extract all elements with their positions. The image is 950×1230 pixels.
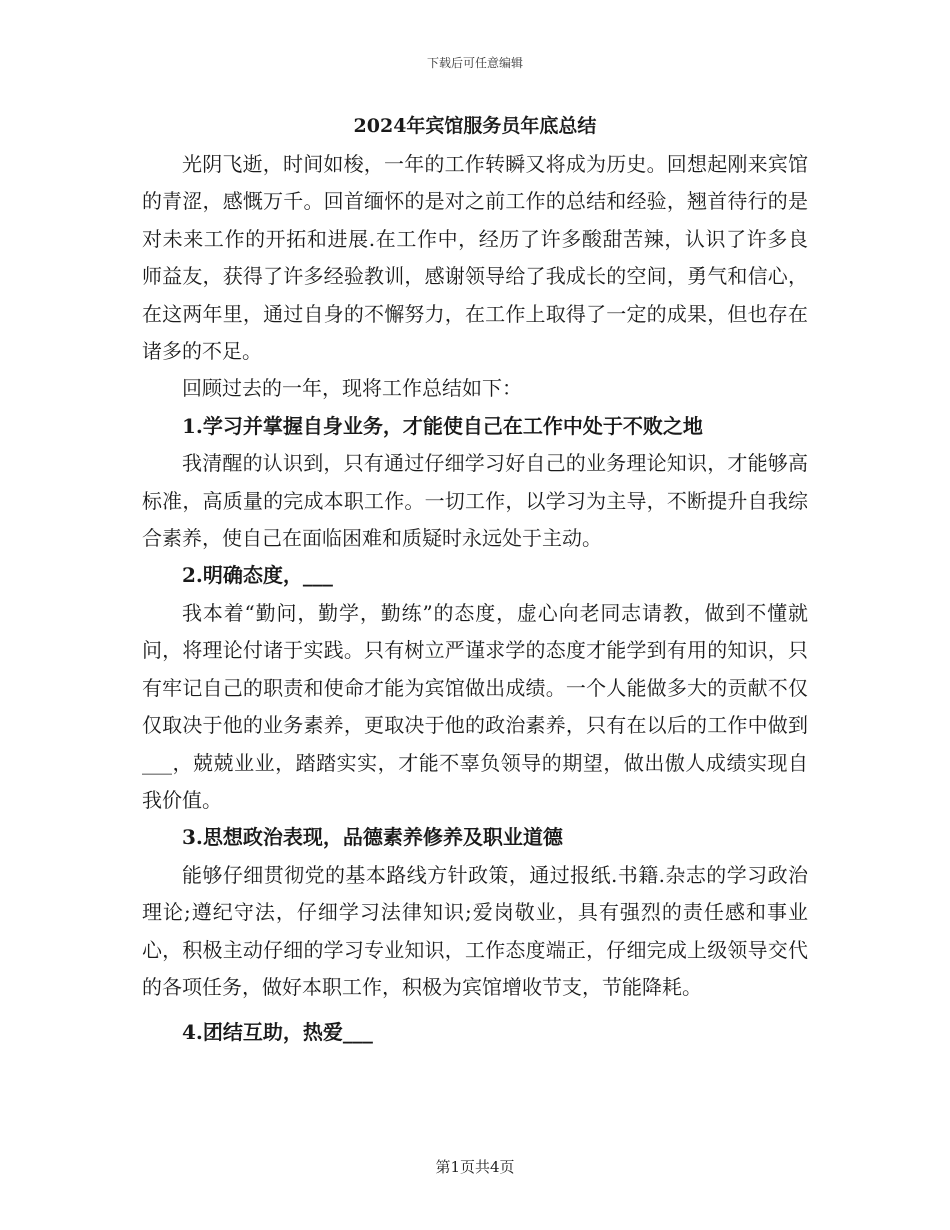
document-title: 2024年宾馆服务员年底总结 [353,115,597,137]
section-body-3: 能够仔细贯彻党的基本路线方针政策，通过报纸.书籍.杂志的学习政治理论;遵纪守法，仔细学习法律知识;爱岗敬业，具有强烈的责任感和事业心，积极主动仔细的学习专业知识，工作态度端正，仔细完成上级领导交代的各项任务，做好本职工作，积极为宾馆增收节支，节能降耗。 [142,862,808,999]
section-heading-3: 3.思想政治表现，品德素养修养及职业道德 [182,825,563,850]
document-body [142,106,808,1052]
header-note: 下载后可任意编辑 [426,56,523,70]
intro-summary-line: 回顾过去的一年，现将工作总结如下： [182,376,522,401]
page-number: 第1页共4页 [435,1158,515,1176]
intro-paragraph: 光阴飞逝，时间如梭，一年的工作转瞬又将成为历史。回想起刚来宾馆的青涩，感慨万千。回首缅怀的是对之前工作的总结和经验，翘首待行的是对未来工作的开拓和进展.在工作中，经历了许多酸甜苦辣，认识了许多良师益友，获得了许多经验教训，感谢领导给了我成长的空间，勇气和信心，在这两年里，通过自身的不懈努力，在工作上取得了一定的成果，但也存在诸多的不足。 [142,152,808,364]
section-heading-1: 1.学习并掌握自身业务，才能使自己在工作中处于不败之地 [182,413,703,438]
section-body-1: 我清醒的认识到，只有通过仔细学习好自己的业务理论知识，才能够高标准，高质量的完成本职工作。一切工作，以学习为主导，不断提升自我综合素养，使自己在面临困难和质疑时永远处于主动。 [142,451,808,551]
section-heading-2: 2.明确态度，___ [182,563,333,588]
section-heading-4: 4.团结互助，热爱___ [182,1020,373,1045]
section-body-2: 我本着“勤问，勤学，勤练”的态度，虚心向老同志请教，做到不懂就问，将理论付诸于实践。只有树立严谨求学的态度才能学到有用的知识，只有牢记自己的职责和使命才能为宾馆做出成绩。一个人能做多大的贡献不仅仅取决于他的业务素养，更取决于他的政治素养，只有在以后的工作中做到___，兢兢业业，踏踏实实，才能不辜负领导的期望，做出傲人成绩实现自我价值。 [142,600,808,812]
